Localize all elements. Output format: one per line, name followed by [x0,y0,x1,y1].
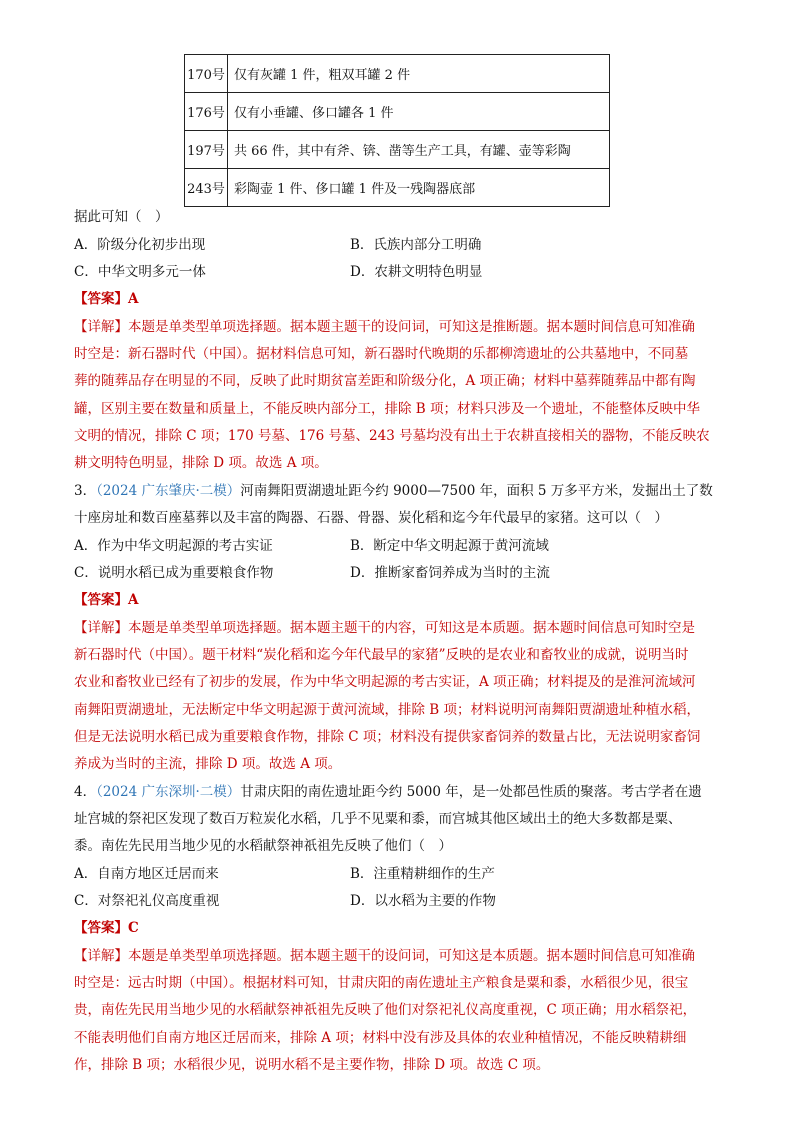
q4-stem-line-3: 黍。南佐先民用当地少见的水稻献祭神祇祖先反映了他们（ ） [74,838,452,854]
q4-detail-line: 贵，南佐先民用当地少见的水稻献祭神祇祖先反映了他们对祭祀礼仪高度重视，C 项正确；用水稻祭祀， [74,1002,697,1018]
q4-detail-line: 【详解】本题是单类型单项选择题。据本题主题干的设问词，可知这是本质题。据本题时间信息可知准确 [74,948,695,964]
q4-detail-line: 时空是：远古时期（中国）。根据材料可知，甘肃庆阳的南佐遗址主产粮食是粟和黍，水稻很少见，很宝 [74,975,689,991]
q2-detail-line: 文明的情况，排除 C 项；170 号墓、176 号墓、243 号墓均没有出土于农耕直接相关的器物，不能反映农 [74,428,710,444]
q2-detail-line: 耕文明特色明显，排除 D 项。故选 A 项。 [74,455,328,471]
q3-option-a[interactable]: A．作为中华文明起源的考古实证 [74,538,273,554]
q3-source: （2024 广东肇庆·二模） [96,483,241,499]
tomb-number-cell: 176号 [185,93,228,131]
q3-detail-line: 农业和畜牧业已经有了初步的发展，作为中华文明起源的考古实证，A 项正确；材料提及的是淮河流域河 [74,674,696,690]
q2-option-c[interactable]: C．中华文明多元一体 [74,264,206,280]
tomb-number-cell: 243号 [185,169,228,207]
q2-stem: 据此可知（ ） [74,209,169,225]
q2-detail-line: 葬的随葬品存在明显的不同，反映了此时期贫富差距和阶级分化，A 项正确；材料中墓葬随葬品中都有陶 [74,373,696,389]
tomb-number-cell: 197号 [185,131,228,169]
grave-goods-cell: 共 66 件，其中有斧、锛、凿等生产工具，有罐、壶等彩陶 [228,131,610,169]
q3-stem-line-2: 十座房址和数百座墓葬以及丰富的陶器、石器、骨器、炭化稻和迄今年代最早的家猪。这可以（ ） [74,510,668,526]
q4-stem-line-1 [74,782,724,802]
q3-detail-line: 南舞阳贾湖遗址，无法断定中华文明起源于黄河流域，排除 B 项；材料说明河南舞阳贾湖遗址种植水稻， [74,702,701,718]
tomb-table [184,54,610,207]
q3-answer: 【答案】A [74,592,139,608]
grave-goods-cell: 仅有小垂罐、侈口罐各 1 件 [228,93,610,131]
q3-option-c[interactable]: C．说明水稻已成为重要粮食作物 [74,565,274,581]
tomb-table-row [185,169,610,207]
q4-detail-line: 不能表明他们自南方地区迁居而来，排除 A 项；材料中没有涉及具体的农业种植情况，不能反映精耕细 [74,1030,687,1046]
q2-detail-line: 时空是：新石器时代（中国）。据材料信息可知，新石器时代晚期的乐都柳湾遗址的公共墓地中，不同墓 [74,346,689,362]
q3-number: 3． [74,483,97,499]
q4-option-a[interactable]: A．自南方地区迁居而来 [74,866,219,882]
q4-option-c[interactable]: C．对祭祀礼仪高度重视 [74,893,220,909]
tomb-table-row [185,93,610,131]
q2-detail-line: 罐，区别主要在数量和质量上，不能反映内部分工，排除 B 项；材料只涉及一个遗址，不能整体反映中华 [74,401,701,417]
q3-stem-line-1 [74,481,724,501]
q4-source: （2024 广东深圳·二模） [96,784,241,800]
q3-stem-text: 河南舞阳贾湖遗址距今约 9000—7500 年，面积 5 万多平方米，发掘出土了数 [240,483,713,499]
grave-goods-cell: 仅有灰罐 1 件，粗双耳罐 2 件 [228,55,610,93]
grave-goods-cell: 彩陶壶 1 件、侈口罐 1 件及一残陶器底部 [228,169,610,207]
q3-detail-line: 新石器时代（中国）。题干材料“炭化稻和迄今年代最早的家猪”反映的是农业和畜牧业的成就，说明当时 [74,647,689,663]
tomb-table-row [185,131,610,169]
q4-answer: 【答案】C [74,920,139,936]
q4-stem-text: 甘肃庆阳的南佐遗址距今约 5000 年，是一处都邑性质的聚落。考古学者在遗 [240,784,702,800]
q2-option-a[interactable]: A．阶级分化初步出现 [74,237,206,253]
q4-detail-line: 作，排除 B 项；水稻很少见，说明水稻不是主要作物，排除 D 项。故选 C 项。 [74,1057,550,1073]
q3-option-d[interactable]: D．推断家畜饲养成为当时的主流 [350,565,550,581]
q2-detail-line: 【详解】本题是单类型单项选择题。据本题主题干的设问词，可知这是推断题。据本题时间信息可知准确 [74,319,695,335]
q2-answer: 【答案】A [74,291,139,307]
q3-detail-line: 养成为当时的主流，排除 D 项。故选 A 项。 [74,756,342,772]
tomb-table-row [185,55,610,93]
q3-detail-line: 但是无法说明水稻已成为重要粮食作物，排除 C 项；材料没有提供家畜饲养的数量占比，无法说明家畜饲 [74,729,701,745]
q3-detail-line: 【详解】本题是单类型单项选择题。据本题主题干的内容，可知这是本质题。据本题时间信息可知时空是 [74,620,695,636]
q2-option-d[interactable]: D．农耕文明特色明显 [350,264,483,280]
q4-stem-line-2: 址宫城的祭祀区发现了数百万粒炭化水稻，几乎不见粟和黍，而宫城其他区域出土的绝大多数都是粟、 [74,811,682,827]
q4-option-b[interactable]: B．注重精耕细作的生产 [350,866,495,882]
q4-number: 4． [74,784,97,800]
q4-option-d[interactable]: D．以水稻为主要的作物 [350,893,496,909]
q3-option-b[interactable]: B．断定中华文明起源于黄河流域 [350,538,549,554]
q2-option-b[interactable]: B．氏族内部分工明确 [350,237,482,253]
tomb-number-cell: 170号 [185,55,228,93]
